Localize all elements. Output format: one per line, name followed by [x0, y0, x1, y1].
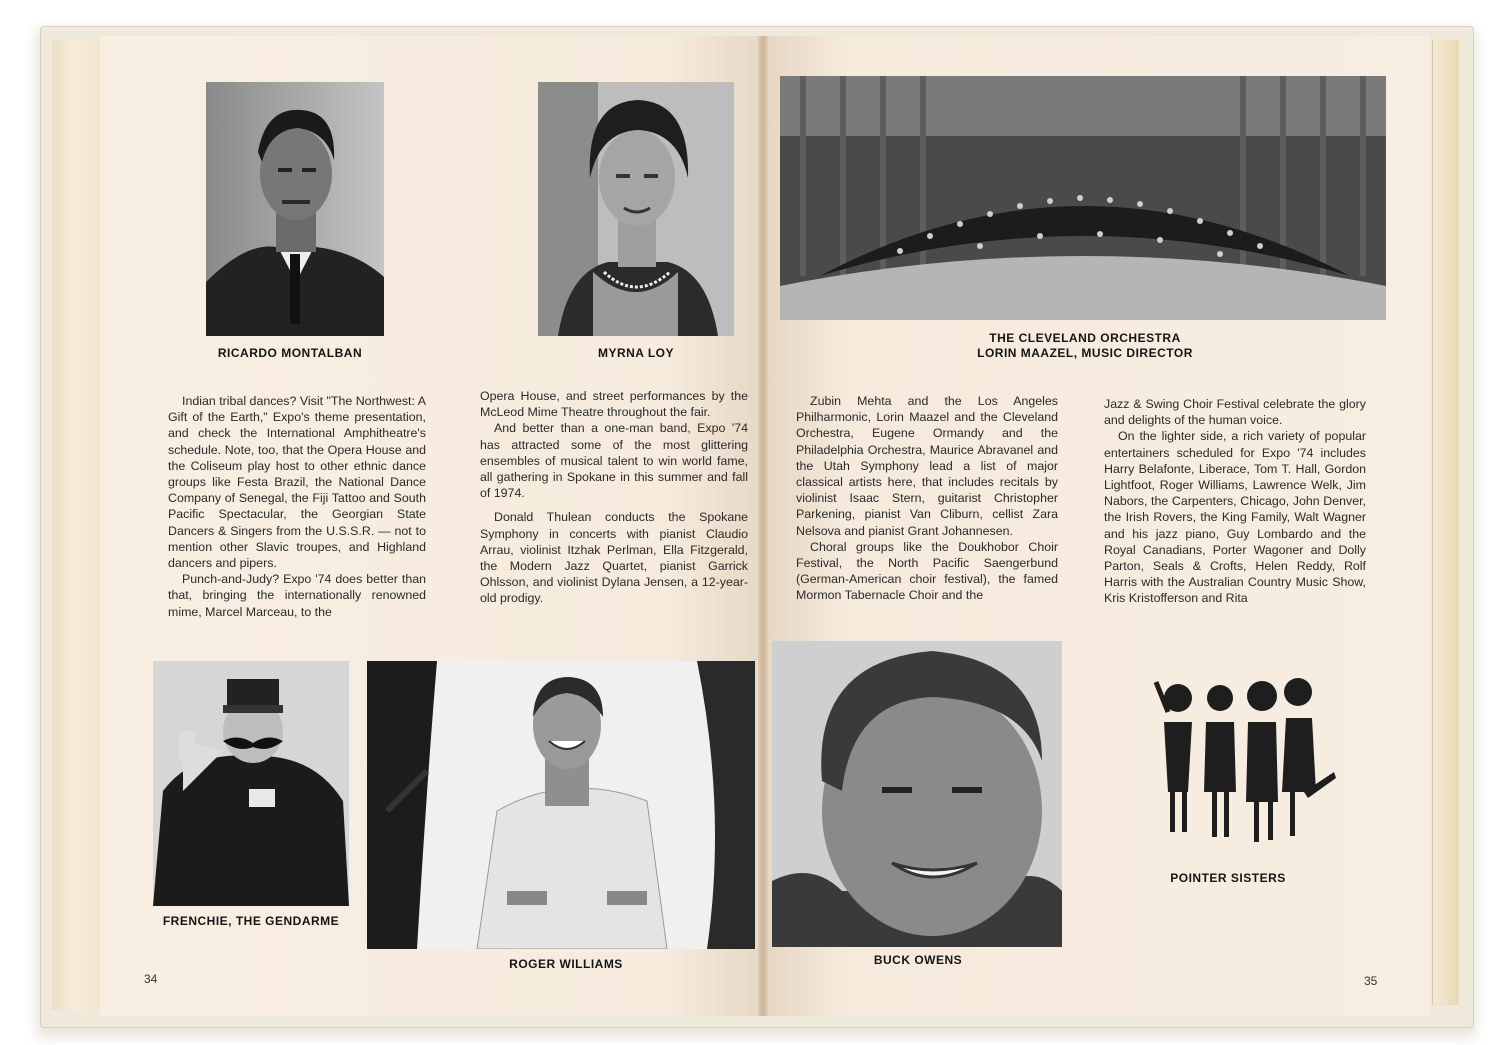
- caption-frenchie-the-gendarme: FRENCHIE, THE GENDARME: [162, 914, 340, 928]
- caption-cleveland-orchestra-line1: THE CLEVELAND ORCHESTRA: [989, 331, 1181, 345]
- paragraph: Indian tribal dances? Visit "The Northwest: A Gift of the Earth," Expo's theme presentation, and check the International Amphitheatre's schedule. Note, too, that the Opera House and the Coliseum play host to other ethnic dance groups like Festa Brazil, the National Dance Company of Senegal, the Fiji Tattoo and South Pacific Spectacular, the Georgian State Dancers & Singers from the U.S.S.R. — not to mention other Slavic troupes, and Highland dancers and pipers.: [168, 394, 426, 571]
- paragraph: Donald Thulean conducts the Spokane Symphony in concerts with pianist Claudio Arrau, violinist Itzhak Perlman, Ella Fitzgerald, the Modern Jazz Quartet, pianist Garrick Ohlsson, and violinist Dylana Jensen, a 12-year-old prodigy.: [480, 510, 748, 606]
- photo-myrna-loy: [538, 82, 734, 336]
- paragraph: On the lighter side, a rich variety of popular entertainers scheduled for Expo '74 includes Harry Belafonte, Liberace, Tom T. Hall, Gordon Lightfoot, Roger Williams, Lawrence Welk, Jim Nabors, the Carpenters, Chicago, John Denver, the Irish Rovers, the King Family, Walt Wagner and his jazz piano, Guy Lombardo and the Royal Canadians, Porter Wagoner and Dolly Parton, Seals & Crofts, Helen Reddy, Rolf Harris with the Australian Country Music Show, Kris Kristofferson and Rita: [1104, 429, 1366, 606]
- page-number-right: 35: [1364, 974, 1378, 988]
- paragraph: And better than a one-man band, Expo '74 has attracted some of the most glittering ensembles of musical talent to win world fame, all gathering in Spokane in this summer and fall of 1974.: [480, 421, 748, 501]
- text-column-2: [480, 388, 748, 607]
- book-gutter: [758, 36, 768, 1016]
- paragraph: Punch-and-Judy? Expo '74 does better than that, bringing the internationally renowned mime, Marcel Marceau, to the: [168, 572, 426, 619]
- text-column-1: [168, 393, 426, 620]
- text-column-3: [796, 393, 1058, 604]
- page-edges-right: [1432, 40, 1459, 1005]
- caption-buck-owens: BUCK OWENS: [873, 953, 963, 967]
- paragraph: Opera House, and street performances by the McLeod Mime Theatre throughout the fair.: [480, 389, 748, 420]
- photo-buck-owens: [772, 641, 1062, 947]
- caption-ricardo-montalban: RICARDO MONTALBAN: [217, 346, 363, 360]
- photo-frenchie-the-gendarme: [153, 661, 349, 906]
- paragraph: Choral groups like the Doukhobor Choir Festival, the North Pacific Saengerbund (German-American choir festival), the famed Mormon Tabernacle Choir and the: [796, 539, 1058, 603]
- paragraph: Jazz & Swing Choir Festival celebrate the glory and delights of the human voice.: [1104, 397, 1366, 428]
- page-edges-left: [52, 40, 105, 1010]
- photo-pointer-sisters: [1148, 652, 1344, 860]
- caption-pointer-sisters: POINTER SISTERS: [1170, 871, 1286, 885]
- photo-roger-williams: [367, 661, 755, 949]
- page-number-left: 34: [144, 972, 158, 986]
- photo-ricardo-montalban: [206, 82, 384, 336]
- text-column-4: [1104, 396, 1366, 607]
- caption-roger-williams: ROGER WILLIAMS: [509, 957, 623, 971]
- photo-cleveland-orchestra: [780, 76, 1386, 320]
- paragraph: Zubin Mehta and the Los Angeles Philharmonic, Lorin Maazel and the Cleveland Orchestra, Eugene Ormandy and the Philadelphia Orchestra, Maurice Abravanel and the Utah Symphony lead a list of major classical artists here, that includes recitals by violinist Isaac Stern, guitarist Christopher Parkening, pianist Van Cliburn, cellist Zara Nelsova and pianist Grant Johannesen.: [796, 394, 1058, 538]
- caption-myrna-loy: MYRNA LOY: [597, 346, 675, 360]
- caption-cleveland-orchestra-line2: LORIN MAAZEL, MUSIC DIRECTOR: [977, 346, 1193, 360]
